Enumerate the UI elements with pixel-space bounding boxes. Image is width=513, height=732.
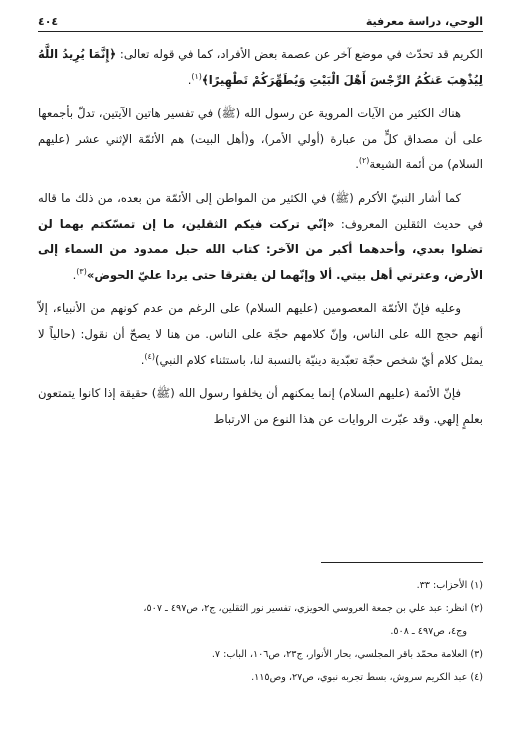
footnote-4: (٤) عبد الكريم سروش، بسط تجربه نبوي، ص٢٧، وص١١٥. (251, 672, 483, 683)
paragraph-4 (38, 296, 483, 373)
paragraph-end: . (187, 72, 192, 87)
page-number: ٤٠٤ (38, 15, 59, 28)
paragraph-2 (38, 101, 483, 178)
paragraph-text: هناك الكثير من الآيات المروية عن رسول الله (ﷺ) في تفسير هاتين الآيتين، تدلّ بأجمعها على أن مصداق كلٍّ من عبارة (أولي الأمر)، و(أهل البيت) هم الأئمّة الإثني عشر (عليهم السلام) من أئمة الشيعة (38, 106, 483, 172)
hadith-quote: «إنّي تركت فيكم الثقلين، ما إن تمسّكتم بهما لن تضلوا بعدي، وأحدهما أكبر من الآخر: كتاب الله حبل ممدود من السماء إلى الأرض، وعترتي أهل بيتي. ألا وإنّهما لن يفترقا حتى يردا عليّ الحوض» (38, 216, 483, 282)
footnote-ref: (١) (191, 71, 202, 81)
quran-verse: ﴿إِنَّمَا يُرِيدُ اللَّهُ لِيُذْهِبَ عَنكُمُ الرِّجْسَ أَهْلَ الْبَيْتِ وَيُطَهِّرَكُمْ تَطْهِيرًا﴾ (38, 47, 483, 87)
running-header (38, 10, 483, 32)
paragraph-end: . (140, 352, 145, 367)
footnote-ref: (٣) (76, 266, 87, 276)
paragraph-3 (38, 186, 483, 288)
footnote-1: (١) الأحزاب: ٣٣. (416, 580, 483, 591)
paragraph-text: كما أشار النبيّ الأكرم (ﷺ) في الكثير من المواطن إلى الأئمّة من بعده، من ذلك ما قاله في حديث الثقلين المعروف: (38, 190, 484, 231)
footnote-ref: (٢) (358, 156, 370, 166)
running-title: الوحي، دراسة معرفية (365, 15, 483, 28)
footnotes (38, 574, 483, 689)
footnote-2-continued: وج٤، ص٤٩٧ ـ ٥٠٨. (390, 626, 467, 637)
paragraph-end: . (72, 267, 77, 282)
paragraph-text: الكريم قد تحدّث في موضع آخر عن عصمة بعض الأفراد، كما في قوله تعالى: (116, 47, 483, 61)
footnote-ref: (٤) (144, 351, 155, 361)
footnote-3: (٣) العلامة محمّد باقر المجلسي، بحار الأنوار، ج٢٣، ص١٠٦، الباب: ٧. (211, 649, 483, 660)
footnote-2: (٢) انظر: عبد علي بن جمعة العروسي الحويزي، تفسير نور الثقلين، ج٢، ص٤٩٧ ـ ٥٠٧، (143, 603, 483, 614)
paragraph-5 (38, 381, 483, 432)
footnote-separator (321, 562, 483, 563)
paragraph-text: وعليه فإنّ الأئمّة المعصومين (عليهم السلام) على الرغم من عدم كونهم من الأنبياء، إلاّ أنهم حجج الله على الناس، وإنّ كلامهم حجّة على الناس. من هنا لا يصحّ أن نقول: (حالياً لا يمثل كلام أيّ شخص حجّة تعبّدية دينيّة بالنسبة لنا، باستثناء كلام النبي) (38, 301, 483, 367)
paragraph-end: . (355, 157, 359, 172)
paragraph-text: فإنّ الأئمة (عليهم السلام) إنما يمكنهم أن يخلفوا رسول الله (ﷺ) حقيقة إذا كانوا يتمتعون بعلمٍ إلهي. وقد عبّرت الروايات عن هذا النوع من الارتباط (38, 386, 483, 426)
main-text (38, 42, 483, 432)
paragraph-1 (38, 42, 483, 93)
